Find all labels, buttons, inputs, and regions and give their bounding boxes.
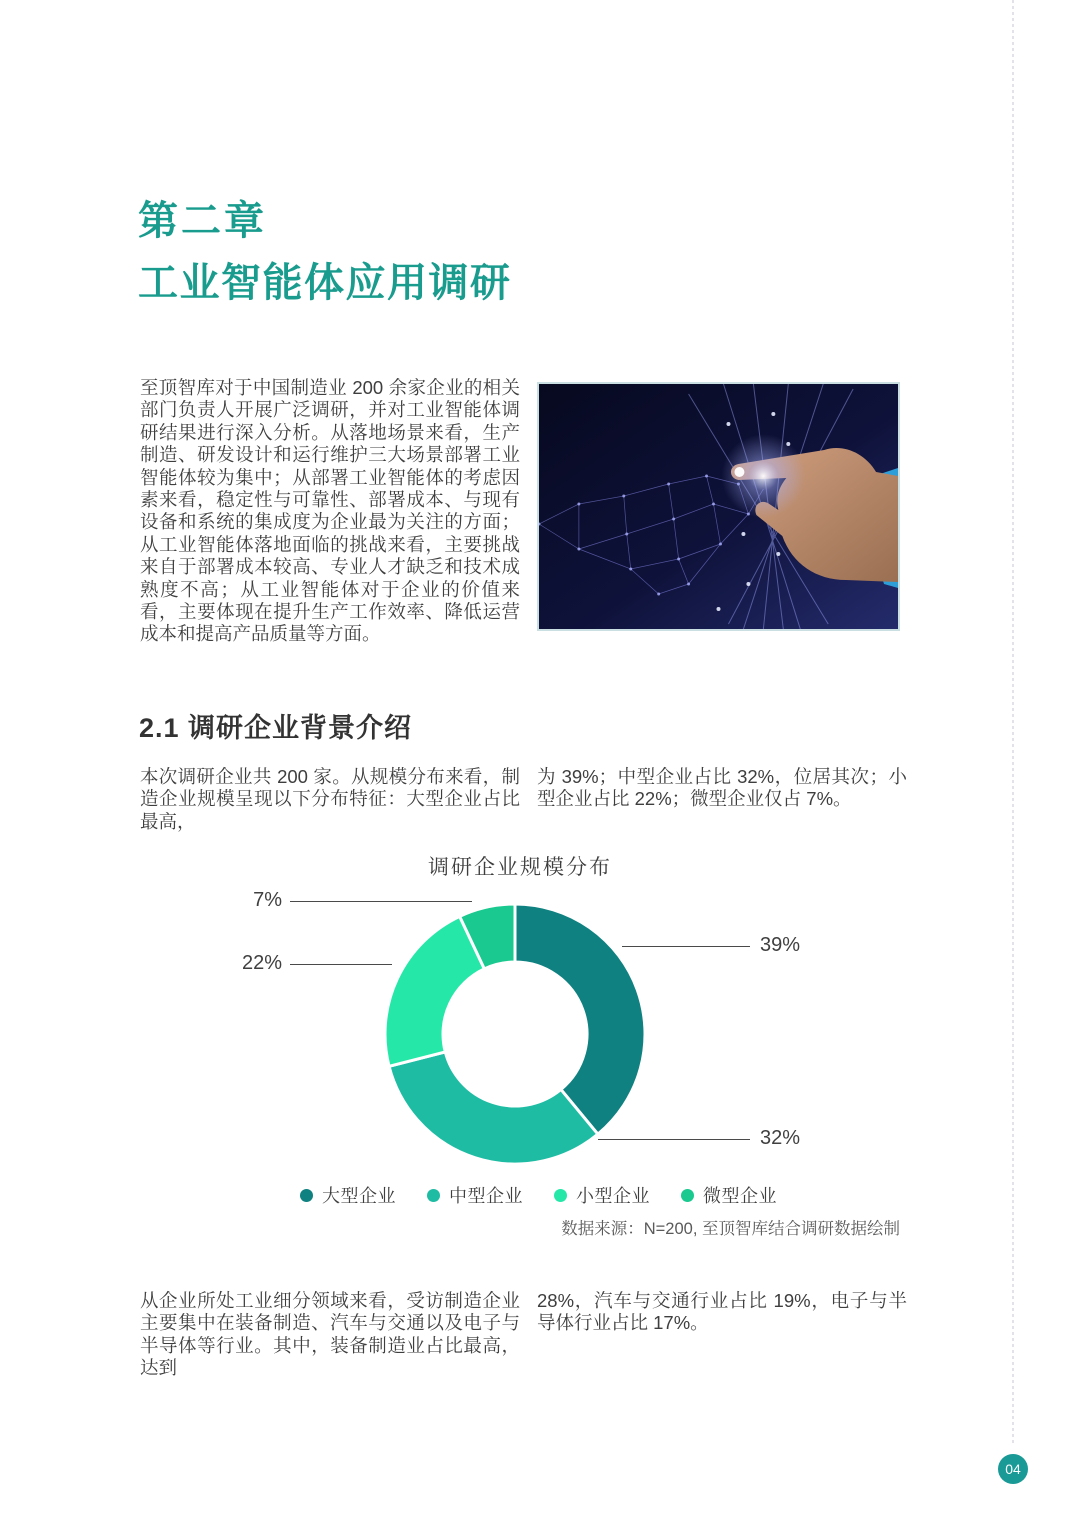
data-label-large: 39% <box>760 934 801 956</box>
data-source-note: 数据来源：N=200, 至顶智库结合调研数据绘制 <box>561 1220 900 1238</box>
data-label-micro: 7% <box>253 889 282 911</box>
hero-image-graphic <box>539 384 898 629</box>
legend-item <box>300 1182 396 1208</box>
leader-line-7 <box>290 901 472 902</box>
legend-dot-icon <box>554 1189 567 1202</box>
chapter-title: 工业智能体应用调研 <box>138 261 512 305</box>
intro-paragraph: 至顶智库对于中国制造业 200 余家企业的相关部门负责人开展广泛调研，并对工业智能体调研结果进行深入分析。从落地场景来看，生产制造、研发设计和运行维护三大场景部署工业智能体较为集中；从部署工业智能体的考虑因素来看，稳定性与可靠性、部署成本、与现有设备和系统的集成度为企业最为关注的方面；从工业智能体落地面临的挑战来看，主要挑战来自于部署成本较高、专业人才缺乏和技术成熟度不高；从工业智能体对于企业的价值来看，主要体现在提升生产工作效率、降低运营成本和提高产品质量等方面。 <box>140 377 520 645</box>
legend-item <box>681 1182 777 1208</box>
touch-glow <box>721 434 805 518</box>
section-paragraph-left: 本次调研企业共 200 家。从规模分布来看，制造企业规模呈现以下分布特征：大型企业占比最高， <box>140 766 520 832</box>
leader-line-32 <box>598 1139 750 1140</box>
data-label-small: 22% <box>241 952 282 974</box>
legend-item <box>427 1182 523 1208</box>
legend-item <box>554 1182 650 1208</box>
closing-paragraph-right: 28%，汽车与交通行业占比 19%，电子与半导体行业占比 17%。 <box>537 1290 907 1334</box>
data-label-medium: 32% <box>760 1127 801 1149</box>
section-paragraph-right: 为 39%；中型企业占比 32%，位居其次；小型企业占比 22%；微型企业仅占 7%。 <box>537 766 907 810</box>
section-heading: 2.1 调研企业背景介绍 <box>139 713 413 743</box>
legend-dot-icon <box>300 1189 313 1202</box>
hero-image <box>537 382 900 631</box>
chapter-header <box>138 190 512 314</box>
page-number-badge: 04 <box>998 1454 1028 1484</box>
legend-label: 中型企业 <box>449 1186 523 1206</box>
chapter-number: 第二章 <box>138 199 267 243</box>
leader-line-22 <box>290 964 392 965</box>
legend-label: 小型企业 <box>576 1186 650 1206</box>
closing-paragraph-left: 从企业所处工业细分领域来看，受访制造企业主要集中在装备制造、汽车与交通以及电子与半导体等行业。其中，装备制造业占比最高，达到 <box>140 1290 520 1379</box>
fingertip-glow <box>734 467 744 477</box>
legend-label: 微型企业 <box>703 1186 777 1206</box>
chart-title: 调研企业规模分布 <box>428 856 612 879</box>
chart-legend <box>300 1182 777 1208</box>
donut-slice-大型企业 <box>515 904 645 1134</box>
leader-line-39 <box>622 946 750 947</box>
right-edge-divider <box>1012 0 1014 1446</box>
legend-dot-icon <box>427 1189 440 1202</box>
donut-slice-中型企业 <box>389 1052 598 1164</box>
legend-label: 大型企业 <box>322 1186 396 1206</box>
legend-dot-icon <box>681 1189 694 1202</box>
